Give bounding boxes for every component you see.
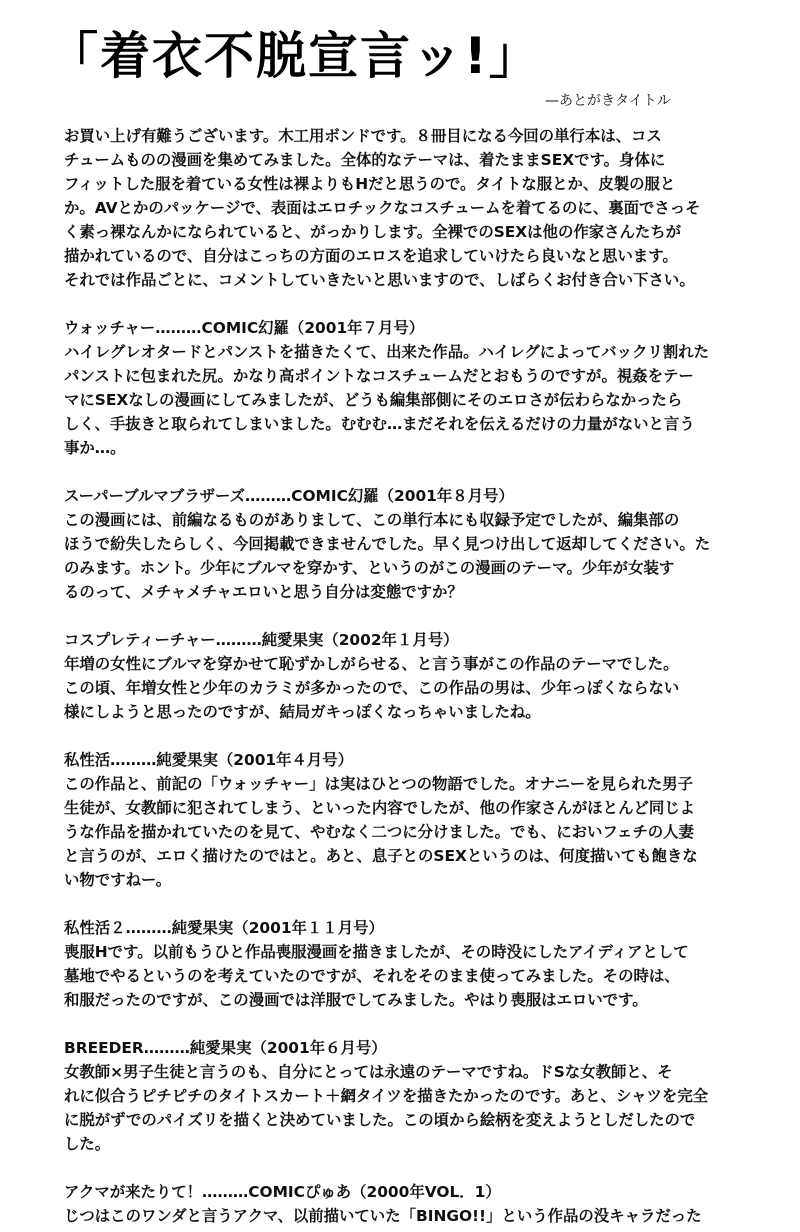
text-line: フィットした服を着ている女性は裸よりもHだと思うので。タイトな服とか、皮製の服と [64, 175, 676, 193]
text-line: マにSEXなしの漫画にしてみましたが、どうも編集部側にそのエロさが伝わらなかったら [64, 391, 683, 409]
text-line: 喪服Hです。以前もうひと作品喪服漫画を描きましたが、その時没にしたアイディアとして [64, 943, 689, 961]
text-line: した。 [64, 1135, 111, 1153]
text-line: 様にしようと思ったのですが、結局ガキっぽくなっちゃいましたね。 [64, 703, 541, 721]
comment-section-shiseikatsu [64, 748, 790, 892]
text-line: るのって、メチャメチャエロいと思う自分は変態ですか？ [64, 583, 463, 601]
section-heading: コスプレティーチャー………純愛果実（2002年１月号） [64, 631, 459, 649]
text-line: 墓地でやるというのを考えていたのですが、それをそのまま使ってみました。その時は、 [64, 967, 680, 985]
comment-section-watcher [64, 316, 790, 460]
intro-paragraph [64, 124, 790, 292]
comment-section-breeder [64, 1036, 790, 1156]
text-line: この作品と、前記の「ウォッチャー」は実はひとつの物語でした。オナニーを見られた男子 [64, 775, 694, 793]
comment-section-super-bloomer-brothers [64, 484, 790, 604]
text-line: じつはこのワンダと言うアクマ、以前描いていた「BINGO!!」という作品の没キャラだった [64, 1207, 702, 1225]
text-line: この頃、年増女性と少年のカラミが多かったので、この作品の男は、少年っぽくならない [64, 679, 680, 697]
text-line: か。AVとかのパッケージで、表面はエロチックなコスチュームを着てるのに、裏面でさっそ [64, 199, 701, 217]
text-line: く素っ裸なんかになられていると、がっかりします。全裸でのSEXは他の作家さんたちが [64, 223, 682, 241]
text-line: それでは作品ごとに、コメントしていきたいと思いますので、しばらくお付き合い下さい。 [64, 271, 695, 289]
text-line: うな作品を描かれていたのを見て、やむなく二つに分けました。でも、においフェチの人妻 [64, 823, 694, 841]
text-line: 女教師×男子生徒と言うのも、自分にとっては永遠のテーマですね。ドSな女教師と、そ [64, 1063, 673, 1081]
text-line: れに似合うピチピチのタイトスカート＋網タイツを描きたかったのです。あと、シャツを完全 [64, 1087, 709, 1105]
text-line: と言うのが、エロく描けたのではと。あと、息子とのSEXというのは、何度描いても飽きな [64, 847, 698, 865]
text-line: この漫画には、前編なるものがありまして、この単行本にも収録予定でしたが、編集部の [64, 511, 680, 529]
section-heading: 私性活２………純愛果実（2001年１１月号） [64, 919, 384, 937]
text-line: パンストに包まれた尻。かなり高ポイントなコスチュームだとおもうのですが。視姦をテー [64, 367, 694, 385]
text-line: のみます。ホント。少年にブルマを穿かす、というのがこの漫画のテーマ。少年が女装す [64, 559, 675, 577]
comment-section-cosplay-teacher [64, 628, 790, 724]
comment-section-shiseikatsu-2 [64, 916, 790, 1012]
page-title: 「着衣不脱宣言ッ!」 [48, 27, 541, 85]
text-line: に脱がずでのパイズリを描くと決めていました。この頃から絵柄を変えようとしだしたので [64, 1111, 696, 1129]
text-line: 年増の女性にブルマを穿かせて恥ずかしがらせる、と言う事がこの作品のテーマでした。 [64, 655, 679, 673]
text-line: ハイレグレオタードとパンストを描きたくて、出来た作品。ハイレグによってバックリ割れた [64, 343, 710, 361]
text-line: しく、手抜きと取られてしまいました。むむむ…まだそれを伝えるだけの力量がないと言う [64, 415, 695, 433]
text-line: お買い上げ有難うございます。木工用ボンドです。８冊目になる今回の単行本は、コス [64, 127, 662, 145]
afterword-body [64, 124, 790, 1228]
text-line: チュームものの漫画を集めてみました。全体的なテーマは、着たままSEXです。身体に [64, 151, 666, 169]
section-heading: BREEDER………純愛果実（2001年６月号） [64, 1039, 387, 1057]
text-line: 和服だったのですが、この漫画では洋服でしてみました。やはり喪服はエロいです。 [64, 991, 648, 1009]
comment-section-akuma [64, 1180, 790, 1228]
text-line: 描かれているので、自分はこっちの方面のエロスを追求していけたら良いなと思います。 [64, 247, 678, 265]
section-heading: スーパーブルマブラザーズ………COMIC幻羅（2001年８月号） [64, 487, 514, 505]
text-line: 生徒が、女教師に犯されてしまう、といった内容でしたが、他の作家さんがほとんど同じよ [64, 799, 696, 817]
section-heading: 私性活………純愛果実（2001年４月号） [64, 751, 354, 769]
section-heading: ウォッチャー………COMIC幻羅（2001年７月号） [64, 319, 425, 337]
section-heading: アクマが来たりて！………COMICぴゅあ（2000年VOL．1） [64, 1183, 501, 1201]
page-subtitle: —あとがきタイトル [545, 93, 671, 109]
text-line: い物ですねー。 [64, 871, 172, 889]
text-line: ほうで紛失したらしく、今回掲載できませんでした。早く見つけ出して返却してください。た [64, 535, 711, 553]
text-line: 事か…。 [64, 439, 126, 457]
